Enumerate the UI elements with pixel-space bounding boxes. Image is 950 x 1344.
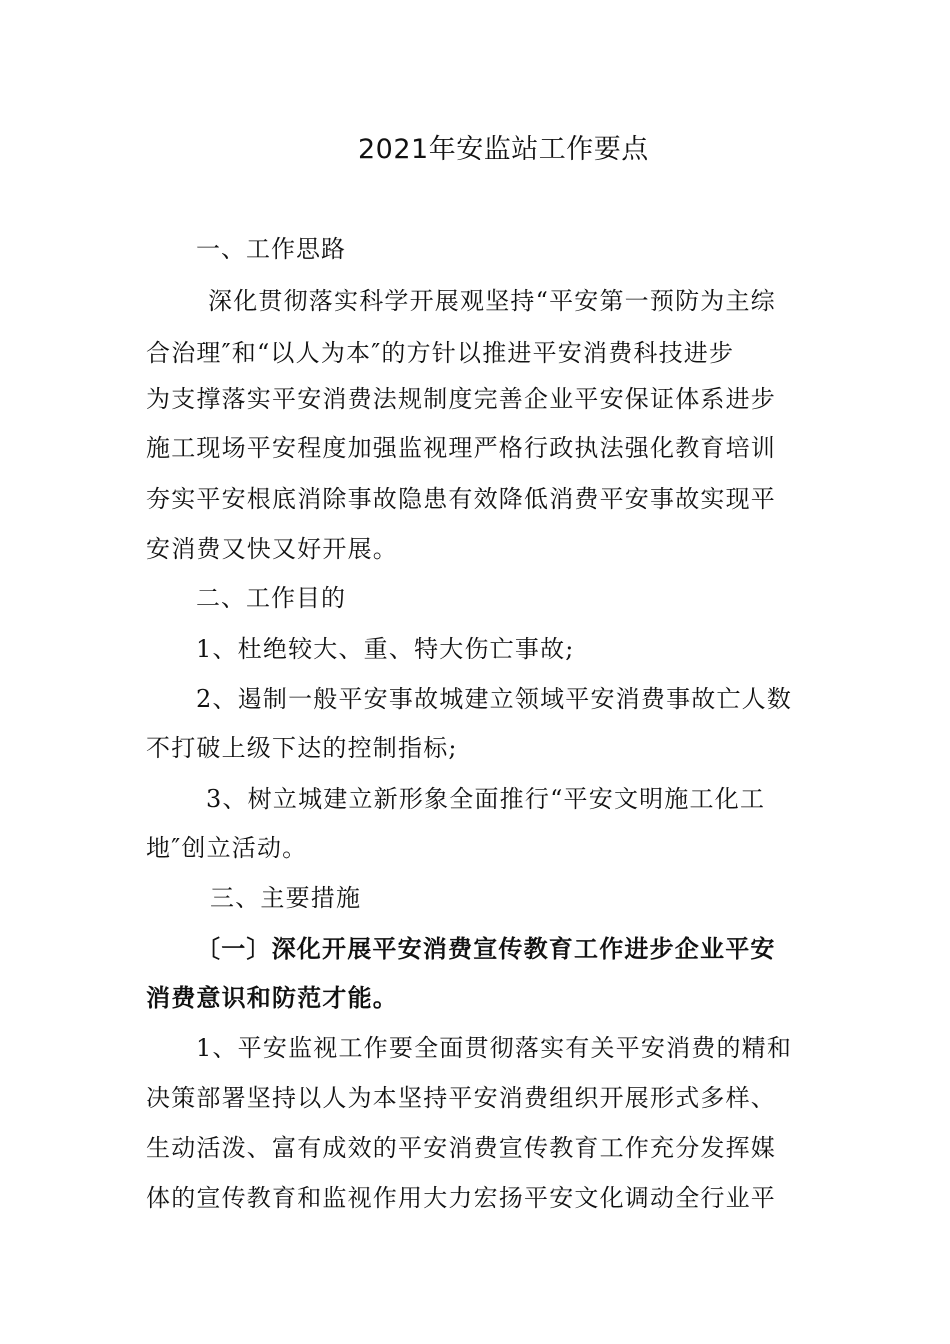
list-item: 1、杜绝较大、重、特大伤亡事故; [196, 635, 575, 663]
section-heading-1: 一、工作思路 [196, 235, 346, 263]
paragraph-line: 深化贯彻落实科学开展观坚持“平安第一预防为主综 [208, 287, 776, 315]
section-heading-3: 三、主要措施 [210, 884, 362, 912]
paragraph-line: 体的宣传教育和监视作用大力宏扬平安文化调动全行业平 [146, 1184, 776, 1212]
paragraph-line: 合治理″和“以人为本″的方针以推进平安消费科技进步 [146, 339, 735, 367]
subsection-heading-continuation: 消费意识和防范才能。 [146, 983, 398, 1012]
document-title: 2021年安监站工作要点 [358, 134, 649, 165]
paragraph-line: 施工现场平安程度加强监视理严格行政执法强化教育培训 [146, 434, 776, 462]
paragraph-line: 为支撑落实平安消费法规制度完善企业平安保证体系进步 [146, 385, 776, 413]
section-heading-2: 二、工作目的 [196, 584, 346, 612]
paragraph-line: 安消费又快又好开展。 [146, 535, 398, 563]
list-item: 3、树立城建立新形象全面推行“平安文明施工化工 [206, 785, 766, 813]
paragraph-line: 生动活泼、富有成效的平安消费宣传教育工作充分发挥媒 [146, 1134, 776, 1162]
list-item: 2、遏制一般平安事故城建立领域平安消费事故亡人数 [196, 685, 793, 713]
list-item-continuation: 不打破上级下达的控制指标; [146, 734, 458, 762]
paragraph-line: 夯实平安根底消除事故隐患有效降低消费平安事故实现平 [146, 485, 776, 513]
list-item-continuation: 地″创立活动。 [146, 834, 308, 862]
subsection-heading: 〔一〕深化开展平安消费宣传教育工作进步企业平安 [196, 934, 776, 963]
paragraph-line: 决策部署坚持以人为本坚持平安消费组织开展形式多样、 [146, 1084, 776, 1112]
paragraph-line: 1、平安监视工作要全面贯彻落实有关平安消费的精和 [196, 1034, 793, 1062]
